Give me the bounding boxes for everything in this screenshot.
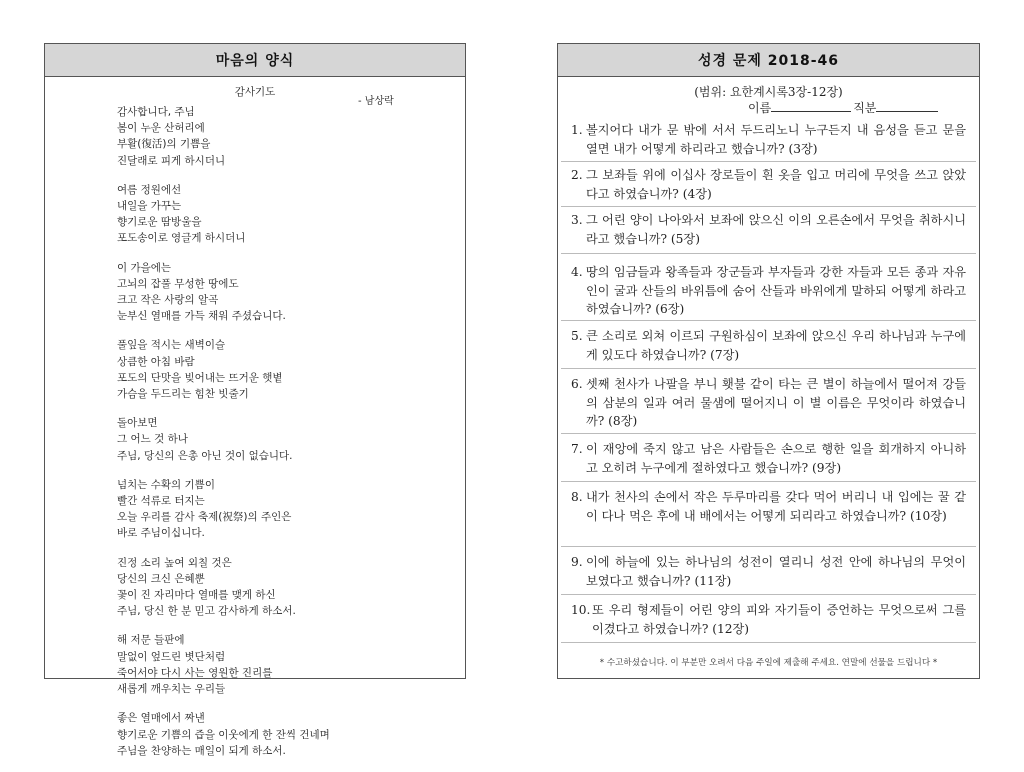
question-number: 3.: [571, 213, 583, 227]
position-blank[interactable]: [876, 100, 938, 112]
position-label: 직분: [853, 101, 877, 115]
poem-line: 말없이 엎드린 볏단처럼: [117, 650, 226, 663]
name-blank[interactable]: [771, 100, 851, 112]
poem-line: 해 저문 들판에: [117, 634, 185, 647]
poem-line: 부활(復活)의 기쁨을: [117, 138, 211, 151]
divider: [561, 253, 976, 254]
question-number: 1.: [571, 123, 583, 137]
meditation-panel: [44, 43, 466, 757]
quiz-range: (범위: 요한계시록3장-12장): [694, 85, 843, 99]
quiz-header: 성경 문제 2018-46: [558, 44, 979, 77]
poem-line: 크고 작은 사랑의 알곡: [117, 294, 219, 307]
question-item: [571, 121, 966, 158]
question-text: 셋째 천사가 나팔을 부니 횃불 같이 타는 큰 별이 하늘에서 떨어져 강들의 삼분의 일과 여러 물샘에 떨어지니 이 별 이름은 무엇이라 하였습니까? (8장): [586, 377, 966, 428]
poem-stanza: [117, 337, 455, 402]
poem-stanza: [117, 477, 455, 542]
poem-line: 꽃이 진 자리마다 열매를 맺게 하신: [117, 589, 276, 602]
question-item: [571, 211, 966, 248]
poem-line: 풀잎을 적시는 새벽이슬: [117, 339, 226, 352]
question-text: 이에 하늘에 있는 하나님의 성전이 열리니 성전 안에 하나님의 무엇이 보였다고 했습니까? (11장): [586, 555, 966, 588]
name-label: 이름: [748, 101, 772, 115]
question-item: [571, 375, 966, 431]
poem-line: 포도송이로 영글게 하시더니: [117, 232, 246, 245]
poem-line: 주님, 당신의 은총 아닌 것이 없습니다.: [117, 449, 293, 462]
question-number: 7.: [571, 442, 583, 456]
question-text: 내가 천사의 손에서 작은 두루마리를 갖다 먹어 버리니 내 입에는 꿀 같이 다나 먹은 후에 내 배에서는 어떻게 되리라고 하였습니까? (10장): [586, 490, 966, 523]
question-item: [571, 327, 966, 364]
poem-stanza: [117, 104, 455, 169]
poem-line: 상큼한 아침 바람: [117, 355, 195, 368]
question-item: [571, 440, 966, 477]
poem-line: 그 어느 것 하나: [117, 433, 188, 446]
question-number: 8.: [571, 490, 583, 504]
poem-line: 가슴을 두드리는 힘찬 빗줄기: [117, 388, 249, 401]
poem-stanza: [117, 632, 455, 697]
poem-line: 고뇌의 잡풀 무성한 땅에도: [117, 277, 239, 290]
poem-line: 내일을 가꾸는: [117, 200, 182, 213]
question-number: 6.: [571, 377, 583, 391]
divider: [561, 320, 976, 321]
question-text: 또 우리 형제들이 어린 양의 피와 자기들이 증언하는 무엇으로써 그를 이겼다고 하였습니까? (12장): [592, 603, 966, 636]
question-text: 큰 소리로 외쳐 이르되 구원하심이 보좌에 앉으신 우리 하나님과 누구에게 있도다 하였습니까? (7장): [586, 329, 966, 362]
poem-line: 주님, 당신 한 분 믿고 감사하게 하소서.: [117, 605, 296, 618]
poem-line: 눈부신 열매를 가득 채워 주셨습니다.: [117, 310, 286, 323]
question-text: 땅의 임금들과 왕족들과 장군들과 부자들과 강한 자들과 모든 종과 자유인이 굴과 산들의 바위틈에 숨어 산들과 바위에게 말하되 어떻게 하라고 하였습니까? (6장): [586, 265, 966, 316]
question-number: 5.: [571, 329, 583, 343]
poem-line: 새롭게 깨우치는 우리들: [117, 683, 226, 696]
poem-line: 죽어서야 다시 사는 영원한 진리를: [117, 666, 273, 679]
divider: [561, 546, 976, 547]
poem-stanza: [117, 710, 455, 759]
divider: [561, 481, 976, 482]
divider: [561, 206, 976, 207]
question-number: 10.: [571, 603, 591, 617]
question-item: [571, 553, 966, 590]
poem-line: 진달래로 피게 하시더니: [117, 154, 226, 167]
divider: [561, 642, 976, 643]
question-text: 이 재앙에 죽지 않고 남은 사람들은 손으로 행한 일을 회개하지 아니하고 오히려 누구에게 절하였다고 했습니까? (9장): [586, 442, 966, 475]
divider: [561, 161, 976, 162]
question-item: [571, 601, 966, 638]
divider: [561, 433, 976, 434]
name-position-line: [748, 99, 938, 116]
meditation-header: 마음의 양식: [45, 44, 465, 77]
poem-line: 좋은 열매에서 짜낸: [117, 712, 205, 725]
question-item: [571, 166, 966, 203]
poem-line: 당신의 크신 은혜뿐: [117, 572, 205, 585]
question-text: 볼지어다 내가 문 밖에 서서 두드리노니 누구든지 내 음성을 듣고 문을 열면 내가 어떻게 하리라고 했습니까? (3장): [586, 123, 966, 156]
poem-line: 진정 소리 높여 외칠 것은: [117, 556, 232, 569]
question-text: 그 보좌들 위에 이십사 장로들이 흰 옷을 입고 머리에 무엇을 쓰고 앉았다고 하였습니까? (4장): [586, 168, 966, 201]
divider: [561, 594, 976, 595]
question-item: [571, 488, 966, 525]
poem-line: 넘치는 수확의 기쁨이: [117, 478, 215, 491]
poem-stanza: [117, 260, 455, 325]
poem-line: 빨간 석류로 터지는: [117, 495, 205, 508]
poem-body: [117, 104, 455, 772]
poem-stanza: [117, 555, 455, 620]
poem-line: 오늘 우리를 감사 축제(祝祭)의 주인은: [117, 511, 292, 524]
divider: [561, 368, 976, 369]
poem-line: 주님을 찬양하는 매일이 되게 하소서.: [117, 744, 286, 757]
question-item: [571, 263, 966, 319]
question-text: 그 어린 양이 나아와서 보좌에 앉으신 이의 오른손에서 무엇을 취하시니라고 했습니까? (5장): [586, 213, 966, 246]
question-number: 2.: [571, 168, 583, 182]
question-number: 4.: [571, 265, 583, 279]
poem-stanza: [117, 182, 455, 247]
poem-line: 향기로운 기쁨의 즙을 이웃에게 한 잔씩 건네며: [117, 728, 330, 741]
question-number: 9.: [571, 555, 583, 569]
poem-author: - 남상락: [358, 96, 394, 107]
poem-line: 봄이 누운 산허리에: [117, 122, 205, 135]
poem-line: 여름 정원에선: [117, 183, 182, 196]
poem-line: 향기로운 땀방울을: [117, 216, 202, 229]
poem-line: 돌아보면: [117, 417, 158, 430]
bible-quiz-panel: [557, 43, 980, 679]
poem-line: 바로 주님이십니다.: [117, 527, 205, 540]
poem-title: 감사기도: [234, 86, 276, 98]
footnote: * 수고하셨습니다. 이 부분만 오려서 다음 주일에 제출해 주세요. 연말에 선물을 드립니다 *: [599, 658, 938, 668]
poem-line: 이 가을에는: [117, 261, 172, 274]
poem-line: 포도의 단맛을 빚어내는 뜨거운 햇볕: [117, 371, 283, 384]
poem-stanza: [117, 415, 455, 464]
poem-line: 감사합니다, 주님: [117, 106, 195, 118]
